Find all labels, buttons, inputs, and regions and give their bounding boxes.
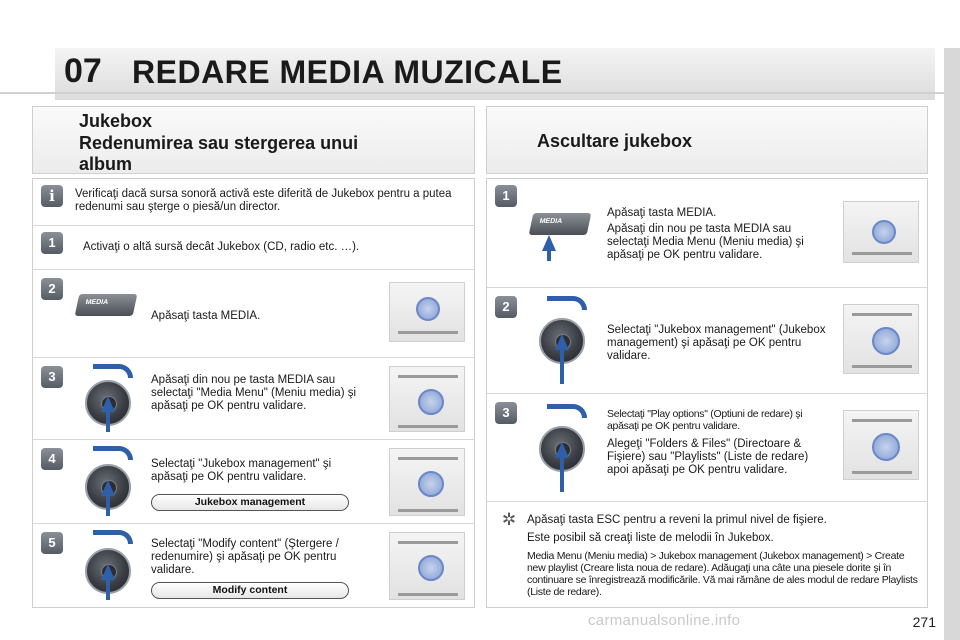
tip-icon: ✲ [501, 510, 517, 529]
left-step-5 [33, 523, 474, 607]
jukebox-management-label: Jukebox management [151, 494, 349, 511]
right-step-1 [487, 179, 927, 287]
radio-unit-icon [389, 532, 465, 600]
left-step-3 [33, 357, 474, 439]
step-text: Selectaţi "Play options" (Optiuni de redare) şi apăsaţi pe OK pentru validare. [607, 408, 803, 432]
watermark: carmanualsonline.info [588, 612, 741, 629]
press-arrow-head-icon [101, 564, 115, 580]
left-title-rename: Redenumirea sau stergerea unui album [79, 133, 359, 174]
left-step-2 [33, 269, 474, 357]
tip-esc-text: Apăsaţi tasta ESC pentru a reveni la primul nivel de fişiere. [527, 514, 827, 526]
radio-unit-icon [843, 201, 919, 263]
press-arrow-head-icon [101, 480, 115, 496]
left-step-1 [33, 225, 474, 269]
radio-unit-icon [389, 366, 465, 432]
radio-unit-icon [389, 282, 465, 342]
page-title: REDARE MEDIA MUZICALE [132, 54, 563, 90]
step-text: Selectaţi "Jukebox management" şi apăsaţi pe OK pentru validare. [151, 458, 332, 483]
press-arrow-head-icon [542, 235, 556, 251]
page-number: 271 [912, 614, 936, 630]
press-arrow-head-icon [101, 396, 115, 412]
radio-unit-icon [843, 304, 919, 374]
media-key-icon: MEDIA [75, 294, 138, 316]
left-title-jukebox: Jukebox [79, 111, 153, 131]
radio-unit-icon [843, 410, 919, 480]
header-divider [0, 92, 960, 94]
rotate-arrow-icon [93, 446, 133, 460]
right-section-header [486, 106, 928, 174]
right-step-2 [487, 287, 927, 393]
step-text: Selectaţi "Modify content" (Ştergere / redenumire) şi apăsaţi pe OK pentru validare. [151, 538, 339, 576]
side-tab [944, 48, 960, 640]
rotate-arrow-icon [547, 296, 587, 310]
left-steps-panel [32, 178, 475, 608]
left-section-header [32, 106, 475, 174]
step-number: 1 [41, 232, 63, 254]
step-number: 4 [41, 448, 63, 470]
press-arrow-icon [560, 346, 564, 384]
info-icon: i [41, 185, 63, 207]
left-info-text: Verificaţi dacă sursa sonoră activă este diferită de Jukebox pentru a putea redenumi sau şterge o piesă/un director. [75, 188, 452, 213]
step-number: 3 [495, 402, 517, 424]
media-key-icon: MEDIA [529, 213, 592, 235]
step-number: 2 [495, 296, 517, 318]
chapter-number: 07 [64, 52, 102, 90]
step-text: Apăsaţi din nou pe tasta MEDIA sau selectaţi "Media Menu" (Meniu media) şi apăsaţi pe OK pentru validare. [151, 374, 357, 412]
tip-steps-text: Media Menu (Meniu media) > Jukebox management (Jukebox management) > Create new playlist (Creare lista noua de redare). Adăugaţi una câte una piesele dorite şi în continuare se înregistrează modificările. Vă mai rămâne de ales modul de redare Playlists (Liste de redare). [527, 550, 918, 598]
left-step-4 [33, 439, 474, 523]
step-number: 2 [41, 278, 63, 300]
rotate-arrow-icon [547, 404, 587, 418]
step-number: 1 [495, 185, 517, 207]
step-text: Activaţi o altă sursă decât Jukebox (CD, radio etc. …). [83, 241, 360, 253]
step-text-2: Apăsaţi din nou pe tasta MEDIA sau selectaţi Media Menu (Meniu media) şi apăsaţi pe OK pentru validare. [607, 223, 804, 261]
tip-playlist-text: Este posibil să creaţi liste de melodii în Jukebox. [527, 532, 774, 544]
right-step-3 [487, 393, 927, 501]
rotate-arrow-icon [93, 364, 133, 378]
modify-content-label: Modify content [151, 582, 349, 599]
right-tips [487, 501, 927, 607]
rotate-arrow-icon [93, 530, 133, 544]
step-text-2: Alegeţi "Folders & Files" (Directoare & Fişiere) sau "Playlists" (Liste de redare) apoi apăsaţi pe OK pentru validare. [607, 438, 809, 476]
press-arrow-head-icon [555, 442, 569, 458]
right-steps-panel [486, 178, 928, 608]
radio-unit-icon [389, 448, 465, 516]
step-number: 3 [41, 366, 63, 388]
step-text: Apăsaţi tasta MEDIA. [607, 207, 717, 219]
step-text: Apăsaţi tasta MEDIA. [151, 310, 261, 322]
step-number: 5 [41, 532, 63, 554]
step-text: Selectaţi "Jukebox management" (Jukebox management) şi apăsaţi pe OK pentru validare. [607, 324, 826, 362]
press-arrow-head-icon [555, 334, 569, 350]
press-arrow-icon [560, 454, 564, 492]
right-title: Ascultare jukebox [537, 131, 693, 151]
